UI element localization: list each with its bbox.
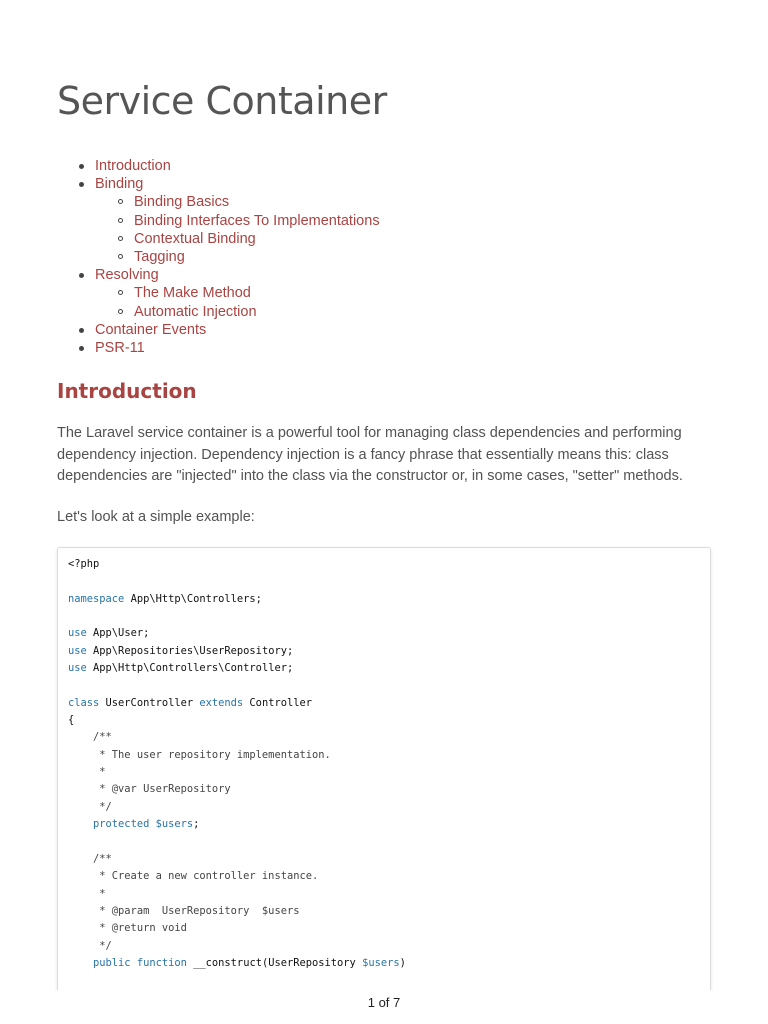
code-line <box>68 712 406 729</box>
code-token: ) <box>399 956 406 969</box>
code-listing <box>68 556 406 972</box>
code-token: function <box>136 956 187 969</box>
toc-link-automatic-injection[interactable]: Automatic Injection <box>134 303 257 320</box>
toc-link-contextual-binding[interactable]: Contextual Binding <box>134 230 256 247</box>
code-token: $users <box>362 956 400 969</box>
page-title: Service Container <box>57 79 387 123</box>
code-token <box>68 957 93 969</box>
toc-item-psr-11 <box>57 339 380 357</box>
toc-link-container-events[interactable]: Container Events <box>95 321 207 338</box>
code-line <box>68 799 406 816</box>
toc-sublist <box>95 284 380 320</box>
code-token: __construct(UserRepository <box>186 956 363 969</box>
code-token: <?php <box>68 558 100 570</box>
code-line <box>68 556 406 573</box>
table-of-contents <box>57 157 380 357</box>
code-token: public <box>93 956 131 969</box>
code-token: * The user repository implementation. <box>68 748 331 761</box>
toc-item-container-events <box>57 321 380 339</box>
code-token: App\Repositories\UserRepository; <box>86 644 294 657</box>
toc-link-introduction[interactable]: Introduction <box>95 158 171 174</box>
code-line <box>68 591 406 608</box>
toc-link-psr-11[interactable]: PSR-11 <box>95 340 145 357</box>
code-line <box>68 729 406 746</box>
toc-subitem-automatic-injection <box>95 303 380 321</box>
code-token: UserController <box>99 696 200 709</box>
intro-paragraph: The Laravel service container is a powerful tool for managing class dependencies and performing dependency injection. Dependency injection is a fancy phrase that essentially means this: class dependencies are "injected" into the class via the constructor or, in some cases, "setter" methods. <box>57 425 683 484</box>
toc-link-tagging[interactable]: Tagging <box>134 249 185 266</box>
code-token: use <box>68 644 87 657</box>
code-block <box>57 547 711 990</box>
toc-item-binding <box>57 175 380 266</box>
code-token: * @var UserRepository <box>68 783 231 796</box>
code-line <box>68 677 406 694</box>
toc-link-binding-basics[interactable]: Binding Basics <box>134 194 230 211</box>
toc-subitem-the-make-method <box>95 284 380 302</box>
code-token: * Create a new controller instance. <box>68 870 319 883</box>
toc-item-introduction <box>57 157 380 175</box>
code-token: ; <box>193 818 200 831</box>
code-token: class <box>68 696 100 709</box>
code-line <box>68 920 406 937</box>
code-line <box>68 764 406 781</box>
page-indicator: 1 of 7 <box>367 995 401 1010</box>
code-line <box>68 625 406 642</box>
code-line <box>68 903 406 920</box>
code-token: /** <box>68 852 112 865</box>
code-token <box>68 818 93 830</box>
code-line <box>68 660 406 677</box>
code-token: */ <box>68 800 112 813</box>
code-token: use <box>68 627 87 640</box>
code-line <box>68 608 406 625</box>
code-line <box>68 938 406 955</box>
code-token: { <box>68 714 75 727</box>
toc-subitem-binding-basics <box>95 193 380 211</box>
toc-subitem-contextual-binding <box>95 230 380 248</box>
code-line <box>68 851 406 868</box>
toc-item-resolving <box>57 266 380 321</box>
toc-sublist <box>95 193 380 266</box>
code-token: $users <box>155 818 194 831</box>
code-line <box>68 816 406 833</box>
code-token: App\Http\Controllers; <box>124 592 262 605</box>
code-line <box>68 868 406 885</box>
code-line <box>68 747 406 764</box>
example-lead-paragraph: Let's look at a simple example: <box>57 509 255 525</box>
code-line <box>68 695 406 712</box>
code-line <box>68 781 406 798</box>
toc-link-the-make-method[interactable]: The Make Method <box>134 285 251 302</box>
toc-link-binding-interfaces-to-implementations[interactable]: Binding Interfaces To Implementations <box>134 212 380 229</box>
toc-link-binding[interactable]: Binding <box>95 176 144 193</box>
code-token: use <box>68 662 87 675</box>
code-token: * @return void <box>68 922 187 935</box>
code-token: * <box>68 887 106 900</box>
code-token: * @param UserRepository $users <box>68 904 300 917</box>
code-token: * <box>68 766 106 779</box>
code-token: protected <box>93 818 150 831</box>
code-token: Controller <box>243 696 312 709</box>
code-token: */ <box>68 939 112 952</box>
code-line <box>68 643 406 660</box>
section-heading-introduction: Introduction <box>57 379 197 403</box>
code-token: extends <box>199 696 244 709</box>
code-line <box>68 573 406 590</box>
toc-subitem-binding-interfaces-to-implementations <box>95 212 380 230</box>
code-token: App\User; <box>86 627 150 640</box>
toc-link-resolving[interactable]: Resolving <box>95 267 159 284</box>
code-token: App\Http\Controllers\Controller; <box>86 662 294 675</box>
code-token: /** <box>68 731 112 744</box>
code-token: namespace <box>68 592 125 605</box>
code-line <box>68 955 406 972</box>
toc-subitem-tagging <box>95 248 380 266</box>
code-line <box>68 834 406 851</box>
code-line <box>68 886 406 903</box>
